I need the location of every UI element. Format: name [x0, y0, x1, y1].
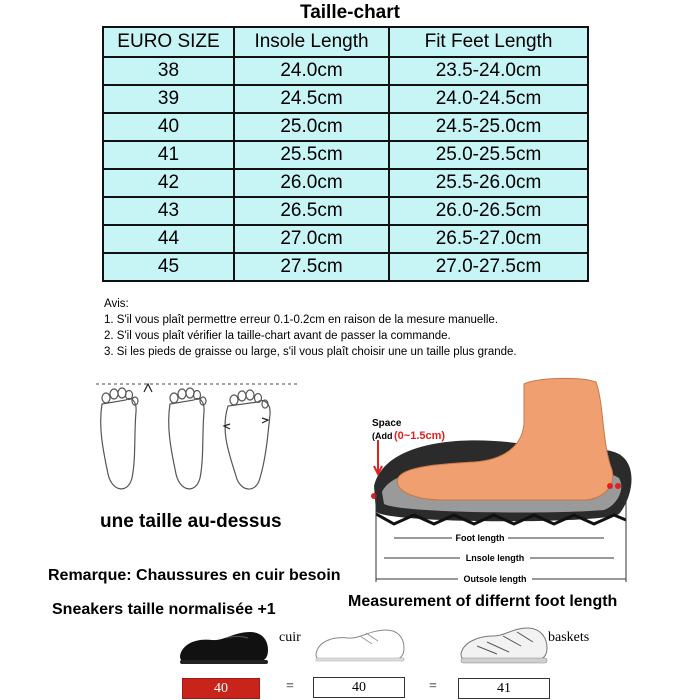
table-row — [103, 197, 588, 225]
sneaker-image — [457, 624, 551, 668]
fit-feet-length-cell: 23.5-24.0cm — [389, 57, 588, 85]
insole-length-cell: 27.5cm — [234, 253, 389, 281]
sneaker-remark: Sneakers taille normalisée +1 — [52, 601, 276, 618]
notice-item: 3. Si les pieds de graisse ou large, s'il vous plaît choisir une un taille plus grande. — [104, 346, 517, 358]
table-row — [103, 113, 588, 141]
leather-size-box: 40 — [182, 678, 260, 699]
size-chart-table — [102, 26, 589, 282]
euro-size-cell: 42 — [103, 169, 234, 197]
table-row — [103, 85, 588, 113]
measurement-caption: Measurement of differnt foot length — [348, 593, 618, 610]
euro-size-cell: 40 — [103, 113, 234, 141]
arrow-right-icon — [262, 418, 268, 423]
notice-item: 2. S'il vous plaît vérifier la taille-chart avant de passer la commande. — [104, 330, 451, 342]
table-row — [103, 169, 588, 197]
header-insole-length: Insole Length — [234, 27, 389, 57]
notice-block — [104, 296, 517, 360]
foot-measurement-diagram — [364, 374, 664, 589]
euro-size-cell: 39 — [103, 85, 234, 113]
insole-length-cell: 26.0cm — [234, 169, 389, 197]
equals-sign: = — [429, 679, 437, 694]
table-header-row — [103, 27, 588, 57]
equals-sign: = — [286, 679, 294, 694]
space-label: Space — [372, 418, 402, 429]
leather-remark: Remarque: Chaussures en cuir besoin — [48, 567, 341, 584]
fit-feet-length-cell: 24.0-24.5cm — [389, 85, 588, 113]
table-row — [103, 225, 588, 253]
fit-feet-length-cell: 25.5-26.0cm — [389, 169, 588, 197]
foot-outline-middle — [169, 388, 206, 489]
euro-size-cell: 43 — [103, 197, 234, 225]
foot-length-label: Foot length — [455, 533, 505, 543]
outsole-length-label: Outsole length — [463, 574, 527, 584]
leather-shoe-image — [176, 626, 272, 668]
foot-outline-left — [101, 388, 138, 489]
sneaker-shoe-label: baskets — [548, 630, 590, 645]
foot-outline-right — [225, 390, 270, 489]
table-row — [103, 141, 588, 169]
space-range-label: (0~1.5cm) — [394, 430, 446, 442]
table-row — [103, 57, 588, 85]
insole-length-cell: 24.5cm — [234, 85, 389, 113]
sneaker-size-box: 41 — [458, 678, 550, 699]
notice-item: 1. S'il vous plaît permettre erreur 0.1-0.2cm en raison de la mesure manuelle. — [104, 314, 499, 326]
insole-length-cell: 25.5cm — [234, 141, 389, 169]
notice-heading: Avis: — [104, 298, 129, 310]
header-euro-size: EURO SIZE — [103, 27, 234, 57]
feet-outline-illustration — [90, 374, 310, 504]
leather-shoe-label: cuir — [279, 630, 301, 645]
toe-marker-dot — [607, 483, 613, 489]
fit-feet-length-cell: 26.5-27.0cm — [389, 225, 588, 253]
insole-length-cell: 24.0cm — [234, 57, 389, 85]
euro-size-cell: 41 — [103, 141, 234, 169]
euro-size-cell: 38 — [103, 57, 234, 85]
fit-feet-length-cell: 25.0-25.5cm — [389, 141, 588, 169]
euro-size-cell: 44 — [103, 225, 234, 253]
insole-length-cell: 27.0cm — [234, 225, 389, 253]
normal-size-box: 40 — [313, 677, 405, 698]
toe-marker-dot — [615, 483, 621, 489]
size-up-caption: une taille au-dessus — [100, 511, 282, 532]
insole-length-cell: 26.5cm — [234, 197, 389, 225]
chart-title: Taille-chart — [300, 2, 400, 23]
fit-feet-length-cell: 26.0-26.5cm — [389, 197, 588, 225]
insole-length-label: Lnsole length — [465, 553, 525, 563]
white-shoe-outline-image — [312, 622, 408, 666]
euro-size-cell: 45 — [103, 253, 234, 281]
arrow-up-icon — [144, 384, 152, 392]
insole-length-cell: 25.0cm — [234, 113, 389, 141]
fit-feet-length-cell: 27.0-27.5cm — [389, 253, 588, 281]
space-add-prefix: (Add — [372, 431, 393, 441]
table-row — [103, 253, 588, 281]
fit-feet-length-cell: 24.5-25.0cm — [389, 113, 588, 141]
header-fit-feet-length: Fit Feet Length — [389, 27, 588, 57]
